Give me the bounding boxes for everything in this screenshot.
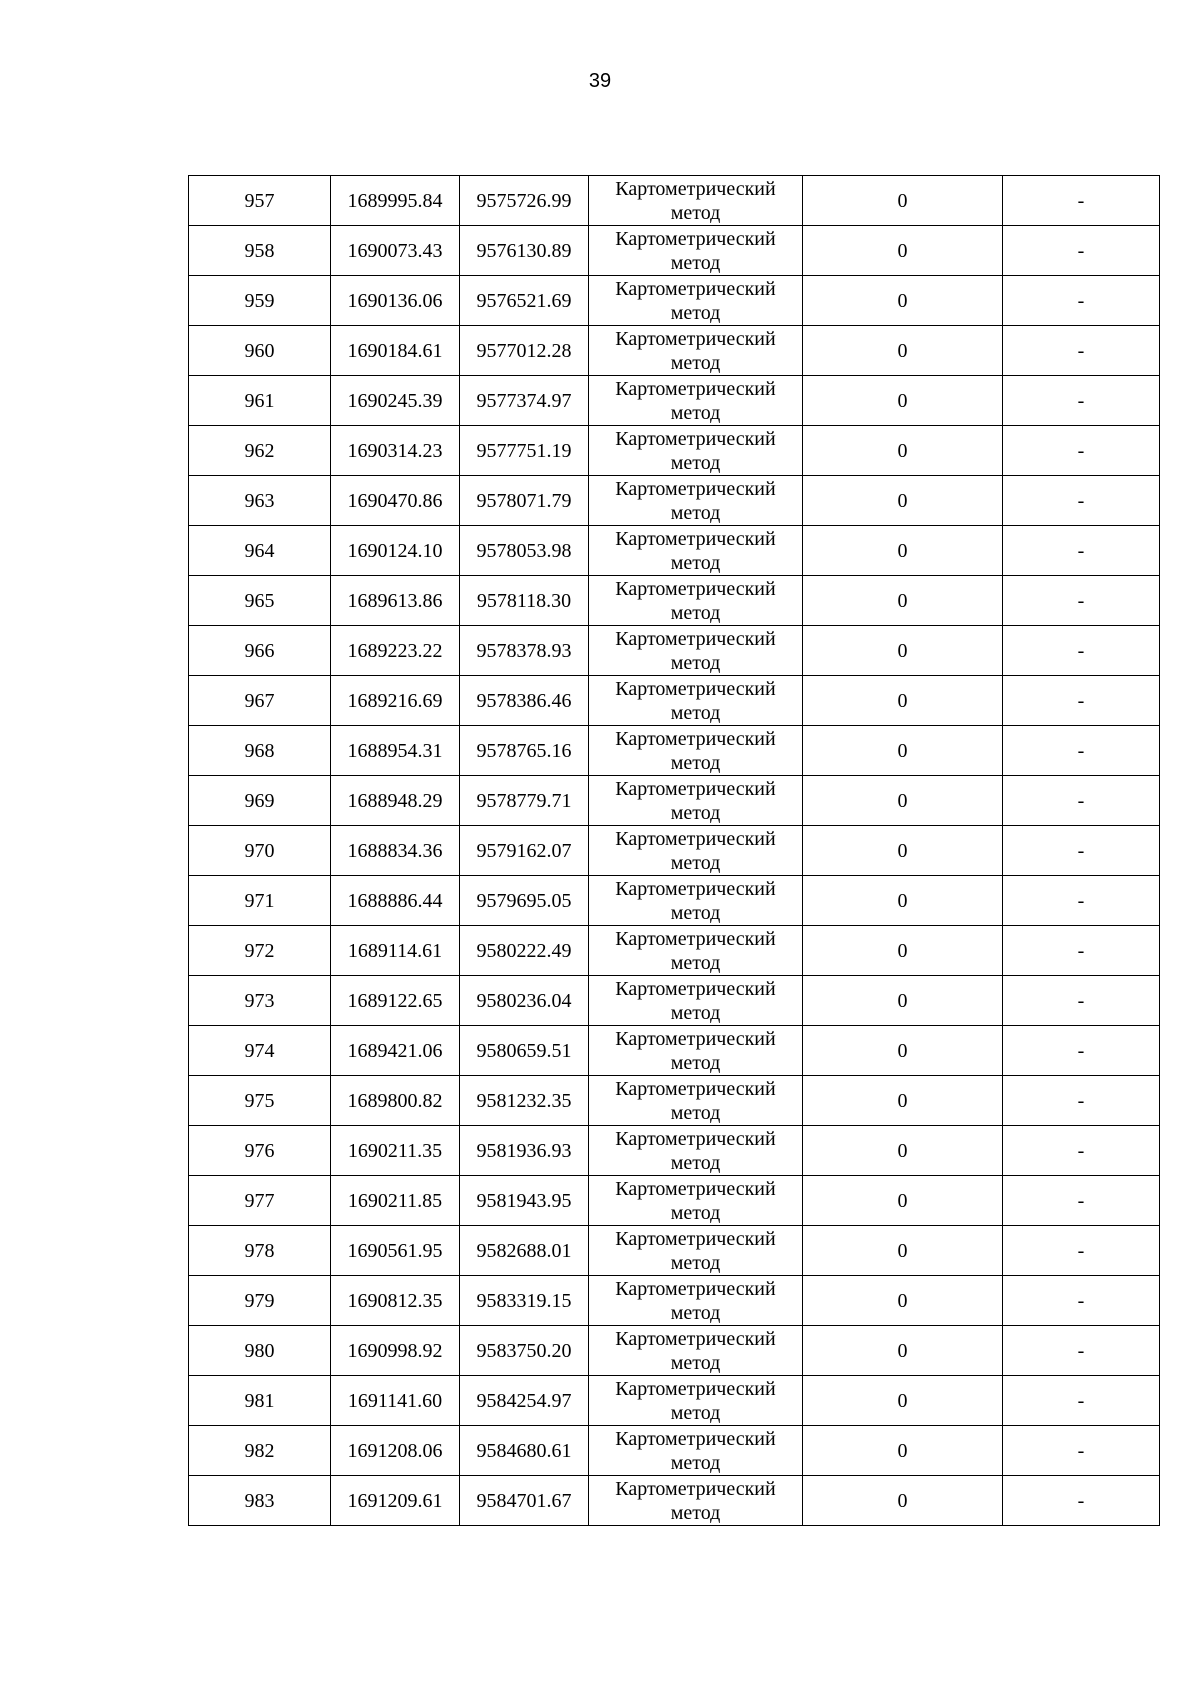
error-cell: 0	[803, 1176, 1003, 1226]
table-row	[189, 226, 1160, 276]
table-row	[189, 276, 1160, 326]
error-cell: 0	[803, 1326, 1003, 1376]
y-coordinate-cell: 9580659.51	[460, 1026, 589, 1076]
error-cell: 0	[803, 876, 1003, 926]
table-row	[189, 1226, 1160, 1276]
error-cell: 0	[803, 776, 1003, 826]
method-cell: Картометрический метод	[589, 1026, 803, 1076]
table-row	[189, 1076, 1160, 1126]
table-row	[189, 1326, 1160, 1376]
description-cell: -	[1003, 476, 1160, 526]
description-cell: -	[1003, 1376, 1160, 1426]
table-row	[189, 876, 1160, 926]
description-cell: -	[1003, 626, 1160, 676]
table-row	[189, 1376, 1160, 1426]
y-coordinate-cell: 9577374.97	[460, 376, 589, 426]
point-number-cell: 962	[189, 426, 331, 476]
table-row	[189, 426, 1160, 476]
x-coordinate-cell: 1688954.31	[331, 726, 460, 776]
point-number-cell: 976	[189, 1126, 331, 1176]
x-coordinate-cell: 1689216.69	[331, 676, 460, 726]
point-number-cell: 979	[189, 1276, 331, 1326]
table-row	[189, 676, 1160, 726]
y-coordinate-cell: 9582688.01	[460, 1226, 589, 1276]
error-cell: 0	[803, 1476, 1003, 1526]
description-cell: -	[1003, 1176, 1160, 1226]
x-coordinate-cell: 1690314.23	[331, 426, 460, 476]
x-coordinate-cell: 1691141.60	[331, 1376, 460, 1426]
x-coordinate-cell: 1689800.82	[331, 1076, 460, 1126]
description-cell: -	[1003, 976, 1160, 1026]
error-cell: 0	[803, 376, 1003, 426]
y-coordinate-cell: 9584701.67	[460, 1476, 589, 1526]
x-coordinate-cell: 1690561.95	[331, 1226, 460, 1276]
y-coordinate-cell: 9581943.95	[460, 1176, 589, 1226]
description-cell: -	[1003, 1076, 1160, 1126]
y-coordinate-cell: 9580222.49	[460, 926, 589, 976]
error-cell: 0	[803, 1276, 1003, 1326]
table-row	[189, 1426, 1160, 1476]
x-coordinate-cell: 1688886.44	[331, 876, 460, 926]
description-cell: -	[1003, 326, 1160, 376]
y-coordinate-cell: 9584254.97	[460, 1376, 589, 1426]
x-coordinate-cell: 1690245.39	[331, 376, 460, 426]
error-cell: 0	[803, 1076, 1003, 1126]
table-row	[189, 326, 1160, 376]
y-coordinate-cell: 9579695.05	[460, 876, 589, 926]
error-cell: 0	[803, 1426, 1003, 1476]
point-number-cell: 968	[189, 726, 331, 776]
method-cell: Картометрический метод	[589, 1226, 803, 1276]
table-row	[189, 1126, 1160, 1176]
error-cell: 0	[803, 226, 1003, 276]
y-coordinate-cell: 9578053.98	[460, 526, 589, 576]
error-cell: 0	[803, 726, 1003, 776]
method-cell: Картометрический метод	[589, 1176, 803, 1226]
method-cell: Картометрический метод	[589, 676, 803, 726]
point-number-cell: 970	[189, 826, 331, 876]
x-coordinate-cell: 1690184.61	[331, 326, 460, 376]
method-cell: Картометрический метод	[589, 476, 803, 526]
description-cell: -	[1003, 876, 1160, 926]
point-number-cell: 974	[189, 1026, 331, 1076]
table-row	[189, 626, 1160, 676]
method-cell: Картометрический метод	[589, 1426, 803, 1476]
point-number-cell: 982	[189, 1426, 331, 1476]
table-row	[189, 176, 1160, 226]
method-cell: Картометрический метод	[589, 1126, 803, 1176]
description-cell: -	[1003, 1026, 1160, 1076]
point-number-cell: 978	[189, 1226, 331, 1276]
y-coordinate-cell: 9577751.19	[460, 426, 589, 476]
method-cell: Картометрический метод	[589, 326, 803, 376]
description-cell: -	[1003, 576, 1160, 626]
method-cell: Картометрический метод	[589, 276, 803, 326]
description-cell: -	[1003, 1426, 1160, 1476]
table-row	[189, 1476, 1160, 1526]
point-number-cell: 969	[189, 776, 331, 826]
point-number-cell: 959	[189, 276, 331, 326]
table-row	[189, 476, 1160, 526]
y-coordinate-cell: 9575726.99	[460, 176, 589, 226]
x-coordinate-cell: 1690073.43	[331, 226, 460, 276]
description-cell: -	[1003, 526, 1160, 576]
x-coordinate-cell: 1690124.10	[331, 526, 460, 576]
table-row	[189, 376, 1160, 426]
y-coordinate-cell: 9576130.89	[460, 226, 589, 276]
description-cell: -	[1003, 1126, 1160, 1176]
point-number-cell: 973	[189, 976, 331, 1026]
y-coordinate-cell: 9576521.69	[460, 276, 589, 326]
description-cell: -	[1003, 176, 1160, 226]
x-coordinate-cell: 1688834.36	[331, 826, 460, 876]
description-cell: -	[1003, 226, 1160, 276]
y-coordinate-cell: 9578765.16	[460, 726, 589, 776]
x-coordinate-cell: 1690136.06	[331, 276, 460, 326]
error-cell: 0	[803, 326, 1003, 376]
x-coordinate-cell: 1691208.06	[331, 1426, 460, 1476]
method-cell: Картометрический метод	[589, 1376, 803, 1426]
method-cell: Картометрический метод	[589, 376, 803, 426]
point-number-cell: 957	[189, 176, 331, 226]
y-coordinate-cell: 9583750.20	[460, 1326, 589, 1376]
description-cell: -	[1003, 776, 1160, 826]
error-cell: 0	[803, 526, 1003, 576]
method-cell: Картометрический метод	[589, 576, 803, 626]
method-cell: Картометрический метод	[589, 726, 803, 776]
description-cell: -	[1003, 1276, 1160, 1326]
error-cell: 0	[803, 476, 1003, 526]
x-coordinate-cell: 1690211.85	[331, 1176, 460, 1226]
table-row	[189, 776, 1160, 826]
description-cell: -	[1003, 426, 1160, 476]
coordinates-table-body	[189, 176, 1160, 1526]
method-cell: Картометрический метод	[589, 926, 803, 976]
y-coordinate-cell: 9578118.30	[460, 576, 589, 626]
x-coordinate-cell: 1689223.22	[331, 626, 460, 676]
description-cell: -	[1003, 926, 1160, 976]
table-row	[189, 576, 1160, 626]
y-coordinate-cell: 9578378.93	[460, 626, 589, 676]
y-coordinate-cell: 9584680.61	[460, 1426, 589, 1476]
y-coordinate-cell: 9581936.93	[460, 1126, 589, 1176]
x-coordinate-cell: 1689613.86	[331, 576, 460, 626]
method-cell: Картометрический метод	[589, 526, 803, 576]
table-row	[189, 976, 1160, 1026]
y-coordinate-cell: 9577012.28	[460, 326, 589, 376]
point-number-cell: 983	[189, 1476, 331, 1526]
point-number-cell: 960	[189, 326, 331, 376]
error-cell: 0	[803, 926, 1003, 976]
point-number-cell: 965	[189, 576, 331, 626]
description-cell: -	[1003, 376, 1160, 426]
error-cell: 0	[803, 1026, 1003, 1076]
x-coordinate-cell: 1691209.61	[331, 1476, 460, 1526]
table-row	[189, 1276, 1160, 1326]
point-number-cell: 972	[189, 926, 331, 976]
error-cell: 0	[803, 276, 1003, 326]
point-number-cell: 963	[189, 476, 331, 526]
method-cell: Картометрический метод	[589, 876, 803, 926]
method-cell: Картометрический метод	[589, 626, 803, 676]
description-cell: -	[1003, 1326, 1160, 1376]
table-row	[189, 526, 1160, 576]
x-coordinate-cell: 1689114.61	[331, 926, 460, 976]
y-coordinate-cell: 9583319.15	[460, 1276, 589, 1326]
error-cell: 0	[803, 576, 1003, 626]
point-number-cell: 975	[189, 1076, 331, 1126]
x-coordinate-cell: 1690470.86	[331, 476, 460, 526]
method-cell: Картометрический метод	[589, 1076, 803, 1126]
table-row	[189, 1176, 1160, 1226]
method-cell: Картометрический метод	[589, 776, 803, 826]
x-coordinate-cell: 1690211.35	[331, 1126, 460, 1176]
coordinates-table	[188, 175, 1160, 1526]
description-cell: -	[1003, 1476, 1160, 1526]
description-cell: -	[1003, 676, 1160, 726]
point-number-cell: 958	[189, 226, 331, 276]
method-cell: Картометрический метод	[589, 426, 803, 476]
description-cell: -	[1003, 826, 1160, 876]
error-cell: 0	[803, 676, 1003, 726]
method-cell: Картометрический метод	[589, 1476, 803, 1526]
table-row	[189, 926, 1160, 976]
x-coordinate-cell: 1689995.84	[331, 176, 460, 226]
x-coordinate-cell: 1690998.92	[331, 1326, 460, 1376]
point-number-cell: 981	[189, 1376, 331, 1426]
method-cell: Картометрический метод	[589, 826, 803, 876]
y-coordinate-cell: 9579162.07	[460, 826, 589, 876]
method-cell: Картометрический метод	[589, 226, 803, 276]
method-cell: Картометрический метод	[589, 176, 803, 226]
x-coordinate-cell: 1688948.29	[331, 776, 460, 826]
x-coordinate-cell: 1689421.06	[331, 1026, 460, 1076]
description-cell: -	[1003, 276, 1160, 326]
error-cell: 0	[803, 626, 1003, 676]
x-coordinate-cell: 1689122.65	[331, 976, 460, 1026]
description-cell: -	[1003, 1226, 1160, 1276]
point-number-cell: 966	[189, 626, 331, 676]
error-cell: 0	[803, 1226, 1003, 1276]
method-cell: Картометрический метод	[589, 1276, 803, 1326]
table-row	[189, 726, 1160, 776]
point-number-cell: 977	[189, 1176, 331, 1226]
y-coordinate-cell: 9581232.35	[460, 1076, 589, 1126]
error-cell: 0	[803, 976, 1003, 1026]
point-number-cell: 980	[189, 1326, 331, 1376]
error-cell: 0	[803, 176, 1003, 226]
point-number-cell: 971	[189, 876, 331, 926]
page-number: 39	[588, 70, 612, 92]
method-cell: Картометрический метод	[589, 976, 803, 1026]
point-number-cell: 964	[189, 526, 331, 576]
point-number-cell: 967	[189, 676, 331, 726]
point-number-cell: 961	[189, 376, 331, 426]
description-cell: -	[1003, 726, 1160, 776]
y-coordinate-cell: 9580236.04	[460, 976, 589, 1026]
y-coordinate-cell: 9578071.79	[460, 476, 589, 526]
error-cell: 0	[803, 826, 1003, 876]
error-cell: 0	[803, 426, 1003, 476]
error-cell: 0	[803, 1376, 1003, 1426]
method-cell: Картометрический метод	[589, 1326, 803, 1376]
table-row	[189, 826, 1160, 876]
table-row	[189, 1026, 1160, 1076]
y-coordinate-cell: 9578779.71	[460, 776, 589, 826]
error-cell: 0	[803, 1126, 1003, 1176]
x-coordinate-cell: 1690812.35	[331, 1276, 460, 1326]
y-coordinate-cell: 9578386.46	[460, 676, 589, 726]
